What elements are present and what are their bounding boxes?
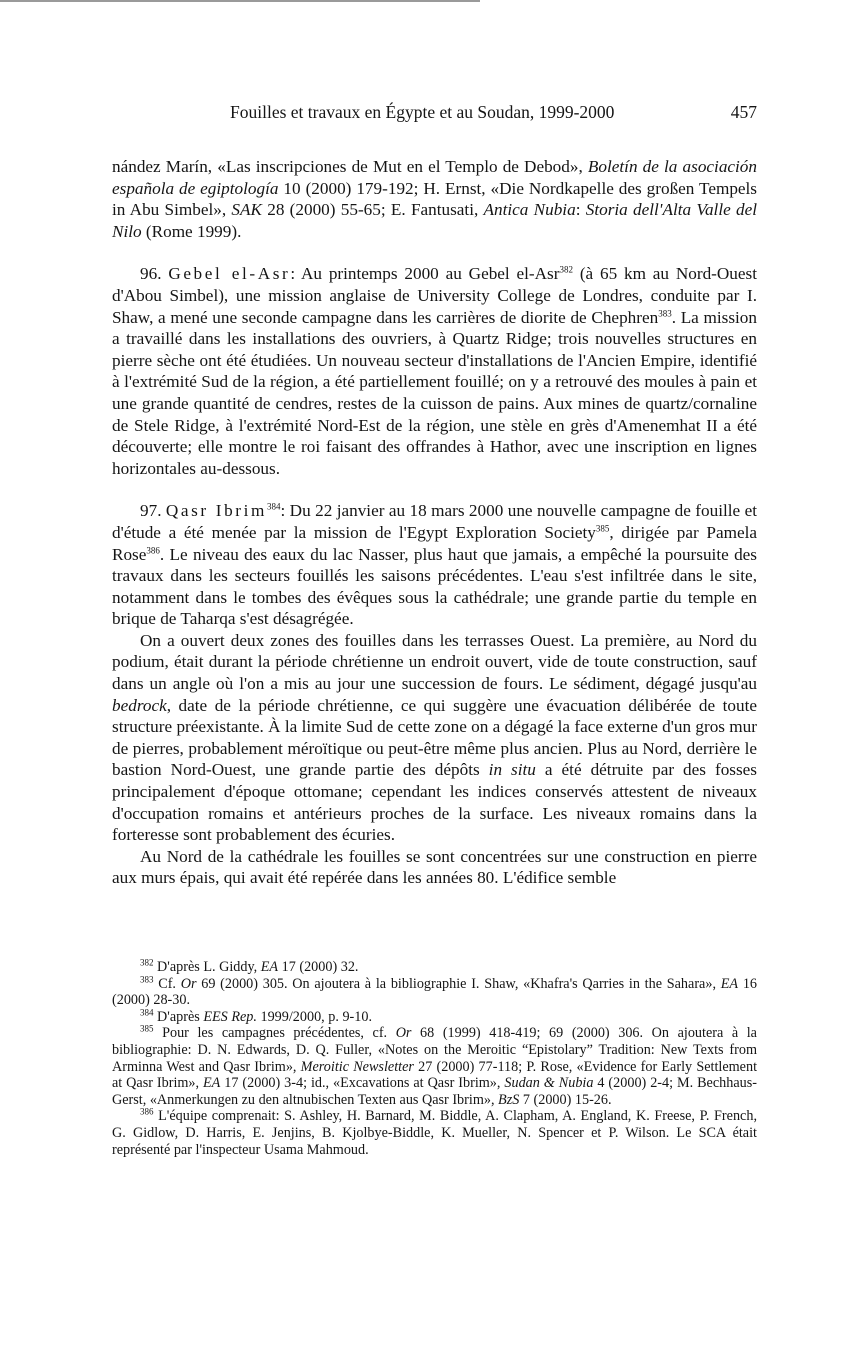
text-run: : Au printemps 2000 au Gebel el-Asr: [290, 264, 560, 284]
section-96: [112, 263, 757, 479]
paragraph: [112, 846, 757, 889]
book-title: Storia dell'Alta Valle del Nilo: [112, 200, 757, 241]
text-run: D'après L. Giddy,: [153, 959, 261, 975]
book-title: Antica Nubia: [483, 200, 576, 220]
text-run: , dirigée par Pamela Rose: [112, 522, 757, 564]
section-number: 96.: [140, 264, 162, 284]
text-run: (à 65 km au Nord-Ouest d'Abou Simbel), une mission anglaise de University College de Londres, conduite par I. Shaw, a mené une seconde campagne dans les carrières de diorite de Chephren: [112, 264, 757, 327]
text-run: Au Nord de la cathédrale les fouilles se sont concentrées sur une construction en pierre aux murs épais, qui avait été repérée dans les années 80. L'édifice semble: [112, 846, 757, 888]
text-run: :: [575, 200, 586, 220]
footnote-ref[interactable]: 385: [595, 523, 610, 534]
journal-title: EES Rep.: [203, 1008, 257, 1025]
journal-title: Boletín de la asociación española de egiptología: [112, 157, 757, 198]
text-run: 17 (2000) 32.: [278, 959, 359, 975]
journal-title: Sudan & Nubia: [504, 1075, 594, 1092]
text-run: L'équipe comprenait: S. Ashley, H. Barnard, M. Biddle, A. Clapham, A. England, K. Freese, P. French, G. Gidlow, D. Harris, E. Jenjins, B. Kjolbye-Biddle, K. Mueller, N. Spencer et P. Wilson. Le SCA était représenté par l'inspecteur Usama Mahmoud.: [112, 1108, 757, 1158]
text-run: 10 (2000) 179-192; H. Ernst, «Die Nordkapelle des großen Tempels in Abu Simbel»,: [112, 178, 757, 220]
journal-title: SAK: [231, 200, 262, 220]
site-name: Qasr Ibrim: [165, 501, 267, 521]
text-run: 1999/2000, p. 9-10.: [256, 1008, 372, 1025]
footnote-385: [112, 1025, 757, 1108]
text-run: Cf.: [153, 975, 181, 992]
footnote-number: 385: [140, 1023, 154, 1034]
footnotes: [112, 959, 757, 1158]
text-run: On a ouvert deux zones des fouilles dans les terrasses Ouest. La première, au Nord du podium, était durant la période chrétienne un endroit ouvert, vide de toute construction, sauf dans un angle où l'on a mis au jour une succession de fours. Le sédiment, dégagé jusqu'au: [112, 630, 757, 694]
footnote-ref[interactable]: 383: [658, 307, 672, 318]
journal-title: EA: [720, 975, 739, 992]
journal-title: Meroitic Newsletter: [300, 1058, 414, 1075]
text-run: D'après: [153, 1008, 204, 1025]
text-run: (Rome 1999).: [141, 221, 242, 241]
section-number: 97.: [140, 501, 162, 521]
footnote-ref[interactable]: 386: [146, 544, 160, 555]
footnote-382: [112, 959, 757, 976]
text-run: . La mission a travaillé dans les installations des ouvriers, à Quartz Ridge; trois nouvelles structures en pierre sèche ont été étudiées. Un nouveau secteur d'installations de l'Ancien Empire, identifié à l'extrémité Sud de la région, a été partiellement fouillé; on y a retrouvé des moules à pain et une grande quantité de cendres, restes de la cuisson de pains. Aux mines de quartz/cornaline de Stele Ridge, à l'extrémité Nord-Est de la région, une stèle en grès d'Amenemhat II a été découverte; elle montre le roi faisant des offrandes à Hathor, avec une inscription en lignes horizontales au-dessous.: [112, 307, 757, 478]
footnote-384: [112, 1009, 757, 1026]
page-number: 457: [730, 102, 757, 122]
text-run: , date de la période chrétienne, ce qui suggère une évacuation délibérée de toute structure préexistante. À la limite Sud de cette zone on a dégagé la face externe d'un gros mur de pierres, probablement méroïtique ou peut-être même plus ancien. Plus au Nord, derrière le bastion Nord-Ouest, une grande partie des dépôts: [112, 695, 757, 780]
paragraph-continuation: [112, 156, 757, 242]
text-run: . Le niveau des eaux du lac Nasser, plus haut que jamais, a empêché la poursuite des travaux dans les secteurs fouillés les saisons précédentes. L'eau s'est infiltrée dans le site, notamment dans le tombes des évêques sous la cathédrale; une grande partie du temple en brique de Taharqa s'est désagrégée.: [112, 544, 757, 629]
main-text: [112, 156, 757, 889]
text-run: 4 (2000) 2-4; M. Bechhaus-Gerst, «Anmerkungen zu den altnubischen Texten aus Qasr Ibrim»,: [112, 1075, 757, 1108]
text-run: 69 (2000) 305. On ajoutera à la bibliographie I. Shaw, «Khafra's Qarries in the Sahara»,: [196, 975, 721, 992]
scan-edge-line: [0, 0, 480, 2]
journal-title: BzS: [498, 1091, 520, 1108]
footnote-386: [112, 1108, 757, 1158]
running-title: Fouilles et travaux en Égypte et au Soudan, 1999-2000: [230, 102, 615, 122]
text-run: 16 (2000) 28-30.: [112, 975, 758, 1009]
text-run: a été détruite par des fosses principalement d'époque ottomane; cependant les indices conservés attestent de niveaux d'occupation romains et antérieurs proches de la surface. Les niveaux romains dans la forteresse sont probablement des écuries.: [112, 760, 757, 845]
footnote-number: 383: [140, 973, 154, 984]
site-name: Gebel el-Asr: [168, 264, 291, 284]
text-run: 7 (2000) 15-26.: [519, 1091, 612, 1108]
text-run: Pour les campagnes précédentes, cf.: [153, 1025, 396, 1042]
journal-title: EA: [260, 959, 279, 975]
journal-title: Or: [395, 1025, 412, 1042]
running-header: [112, 102, 757, 128]
footnote-number: 382: [140, 957, 154, 968]
footnote-ref[interactable]: 384: [266, 501, 281, 512]
journal-title: EA: [203, 1075, 221, 1092]
text-run: 27 (2000) 77-118; P. Rose, «Evidence for Early Settlement at Qasr Ibrim»,: [112, 1058, 758, 1092]
text-run: : Du 22 janvier au 18 mars 2000 une nouvelle campagne de fouille et d'étude a été menée par la mission de l'Egypt Exploration Society: [112, 501, 757, 542]
text-run: 68 (1999) 418-419; 69 (2000) 306. On ajoutera à la bibliographie: D. N. Edwards, D. Q. Fuller, «Notes on the Meroitic “Epistolary” Tradition: New Texts from Arminna West and Qasr Ibrim»,: [112, 1025, 757, 1075]
footnote-383: [112, 973, 758, 1009]
term: bedrock: [112, 695, 167, 715]
text-run: 17 (2000) 3-4; id., «Excavations at Qasr Ibrim»,: [220, 1075, 505, 1092]
section-97: [112, 500, 757, 630]
paragraph: [112, 630, 757, 846]
text-run: nández Marín, «Las inscripciones de Mut en el Templo de Debod»,: [112, 157, 588, 176]
footnote-number: 384: [140, 1007, 154, 1018]
term: in situ: [488, 760, 536, 780]
footnote-ref[interactable]: 382: [559, 264, 573, 275]
text-run: 28 (2000) 55-65; E. Fantusati,: [261, 200, 484, 220]
footnote-number: 386: [140, 1106, 154, 1117]
journal-title: Or: [180, 975, 197, 992]
